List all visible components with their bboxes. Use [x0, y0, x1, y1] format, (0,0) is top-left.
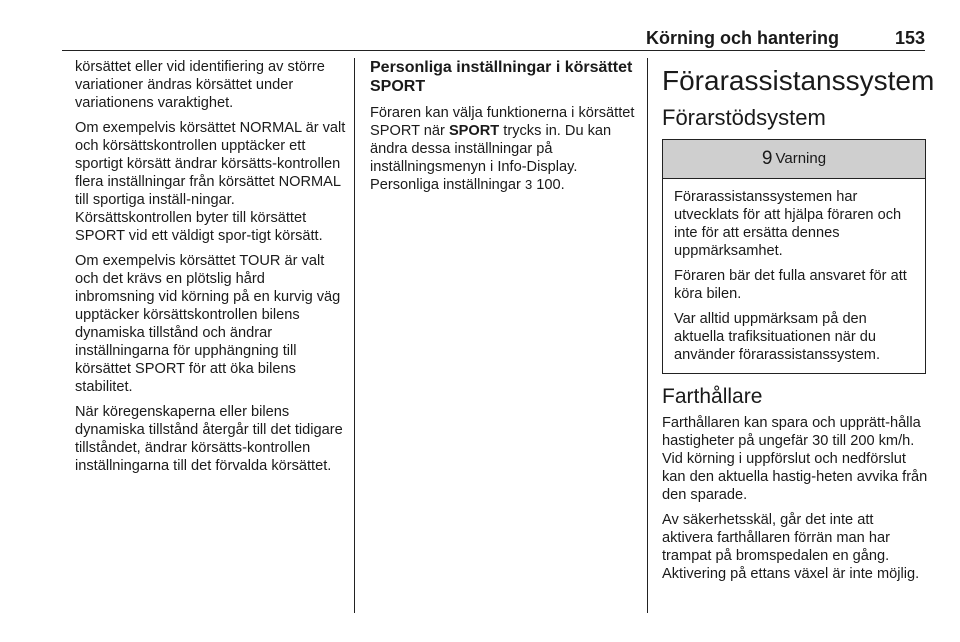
warning-header [663, 140, 925, 179]
paragraph: körsättet eller vid identifiering av större variationer ändras körsättet under variationens varaktighet. [75, 59, 325, 111]
warning-title: Varning [775, 150, 827, 167]
column-middle [370, 58, 638, 201]
subsection-heading: Farthållare [662, 385, 763, 408]
paragraph: Om exempelvis körsättet TOUR är valt och det krävs en plötslig hård inbromsning vid körning på en kurvig väg upptäcker körsättskontrollen bilens dynamiska tillstånd och ändrar inställningarna för upphängning till körsättet SPORT för att öka bilens stabilitet. [75, 253, 341, 395]
warning-text: Var alltid uppmärksam på den aktuella trafiksituationen när du använder förarassistanssystem. [674, 311, 881, 363]
paragraph: Farthållaren kan spara och upprätt-hålla hastigheter på ungefär 30 till 200 km/h. Vid körning i uppförslut och nedförslut kan den aktuella hastig-heten avvika från den sparade. [662, 415, 928, 503]
column-divider [647, 58, 648, 613]
chapter-title: Körning och hantering [646, 28, 839, 48]
section-heading: Personliga inställningar i körsättet SPORT [370, 59, 633, 95]
warning-box [662, 139, 926, 374]
text: Föraren kan välja funktionerna i körsättet SPORT när [370, 105, 635, 139]
paragraph: Av säkerhetsskäl, går det inte att aktivera farthållaren förrän man har trampat på bromspedalen en gång. Aktivering på ettans växel är inte möjlig. [662, 512, 920, 582]
page-number: 153 [894, 28, 925, 48]
column-right [662, 58, 935, 590]
warning-body [663, 179, 925, 373]
paragraph: Om exempelvis körsättet NORMAL är valt och körsättskontrollen upptäcker ett sportigt körsätt ändrar körsätts-kontrollen flera inställningar från körsättet NORMAL till sportiga inställ-ningar. Körsättskontrollen byter till körsättet SPORT vid ett väldigt spor-tigt körsätt. [75, 120, 346, 244]
page-header [62, 22, 925, 51]
column-divider [354, 58, 355, 613]
column-left [75, 58, 347, 482]
text: trycks in. Du kan ändra dessa inställningar på inställningsmenyn i Info-Display. Personliga inställningar [370, 123, 612, 193]
warning-text: Föraren bär det fulla ansvaret för att köra bilen. [674, 268, 907, 302]
paragraph: När köregenskaperna eller bilens dynamiska tillstånd återgår till det tidigare tillståndet, ändrar körsätts-kontrollen inställningarna till det förvalda körsättet. [75, 404, 343, 474]
section-heading: Förarstödsystem [662, 105, 826, 130]
paragraph [370, 104, 638, 194]
page-ref-link[interactable]: 100. [532, 177, 565, 193]
sport-button-label: SPORT [448, 123, 500, 139]
warning-text: Förarassistanssystemen har utvecklats för att hjälpa föraren och inte för att ersätta dennes uppmärksamhet. [674, 189, 902, 259]
chapter-heading: Förarassistanssystem [662, 65, 935, 96]
page-ref-arrow-icon: 3 [524, 177, 533, 192]
warning-triangle-icon: 9 [761, 148, 773, 169]
